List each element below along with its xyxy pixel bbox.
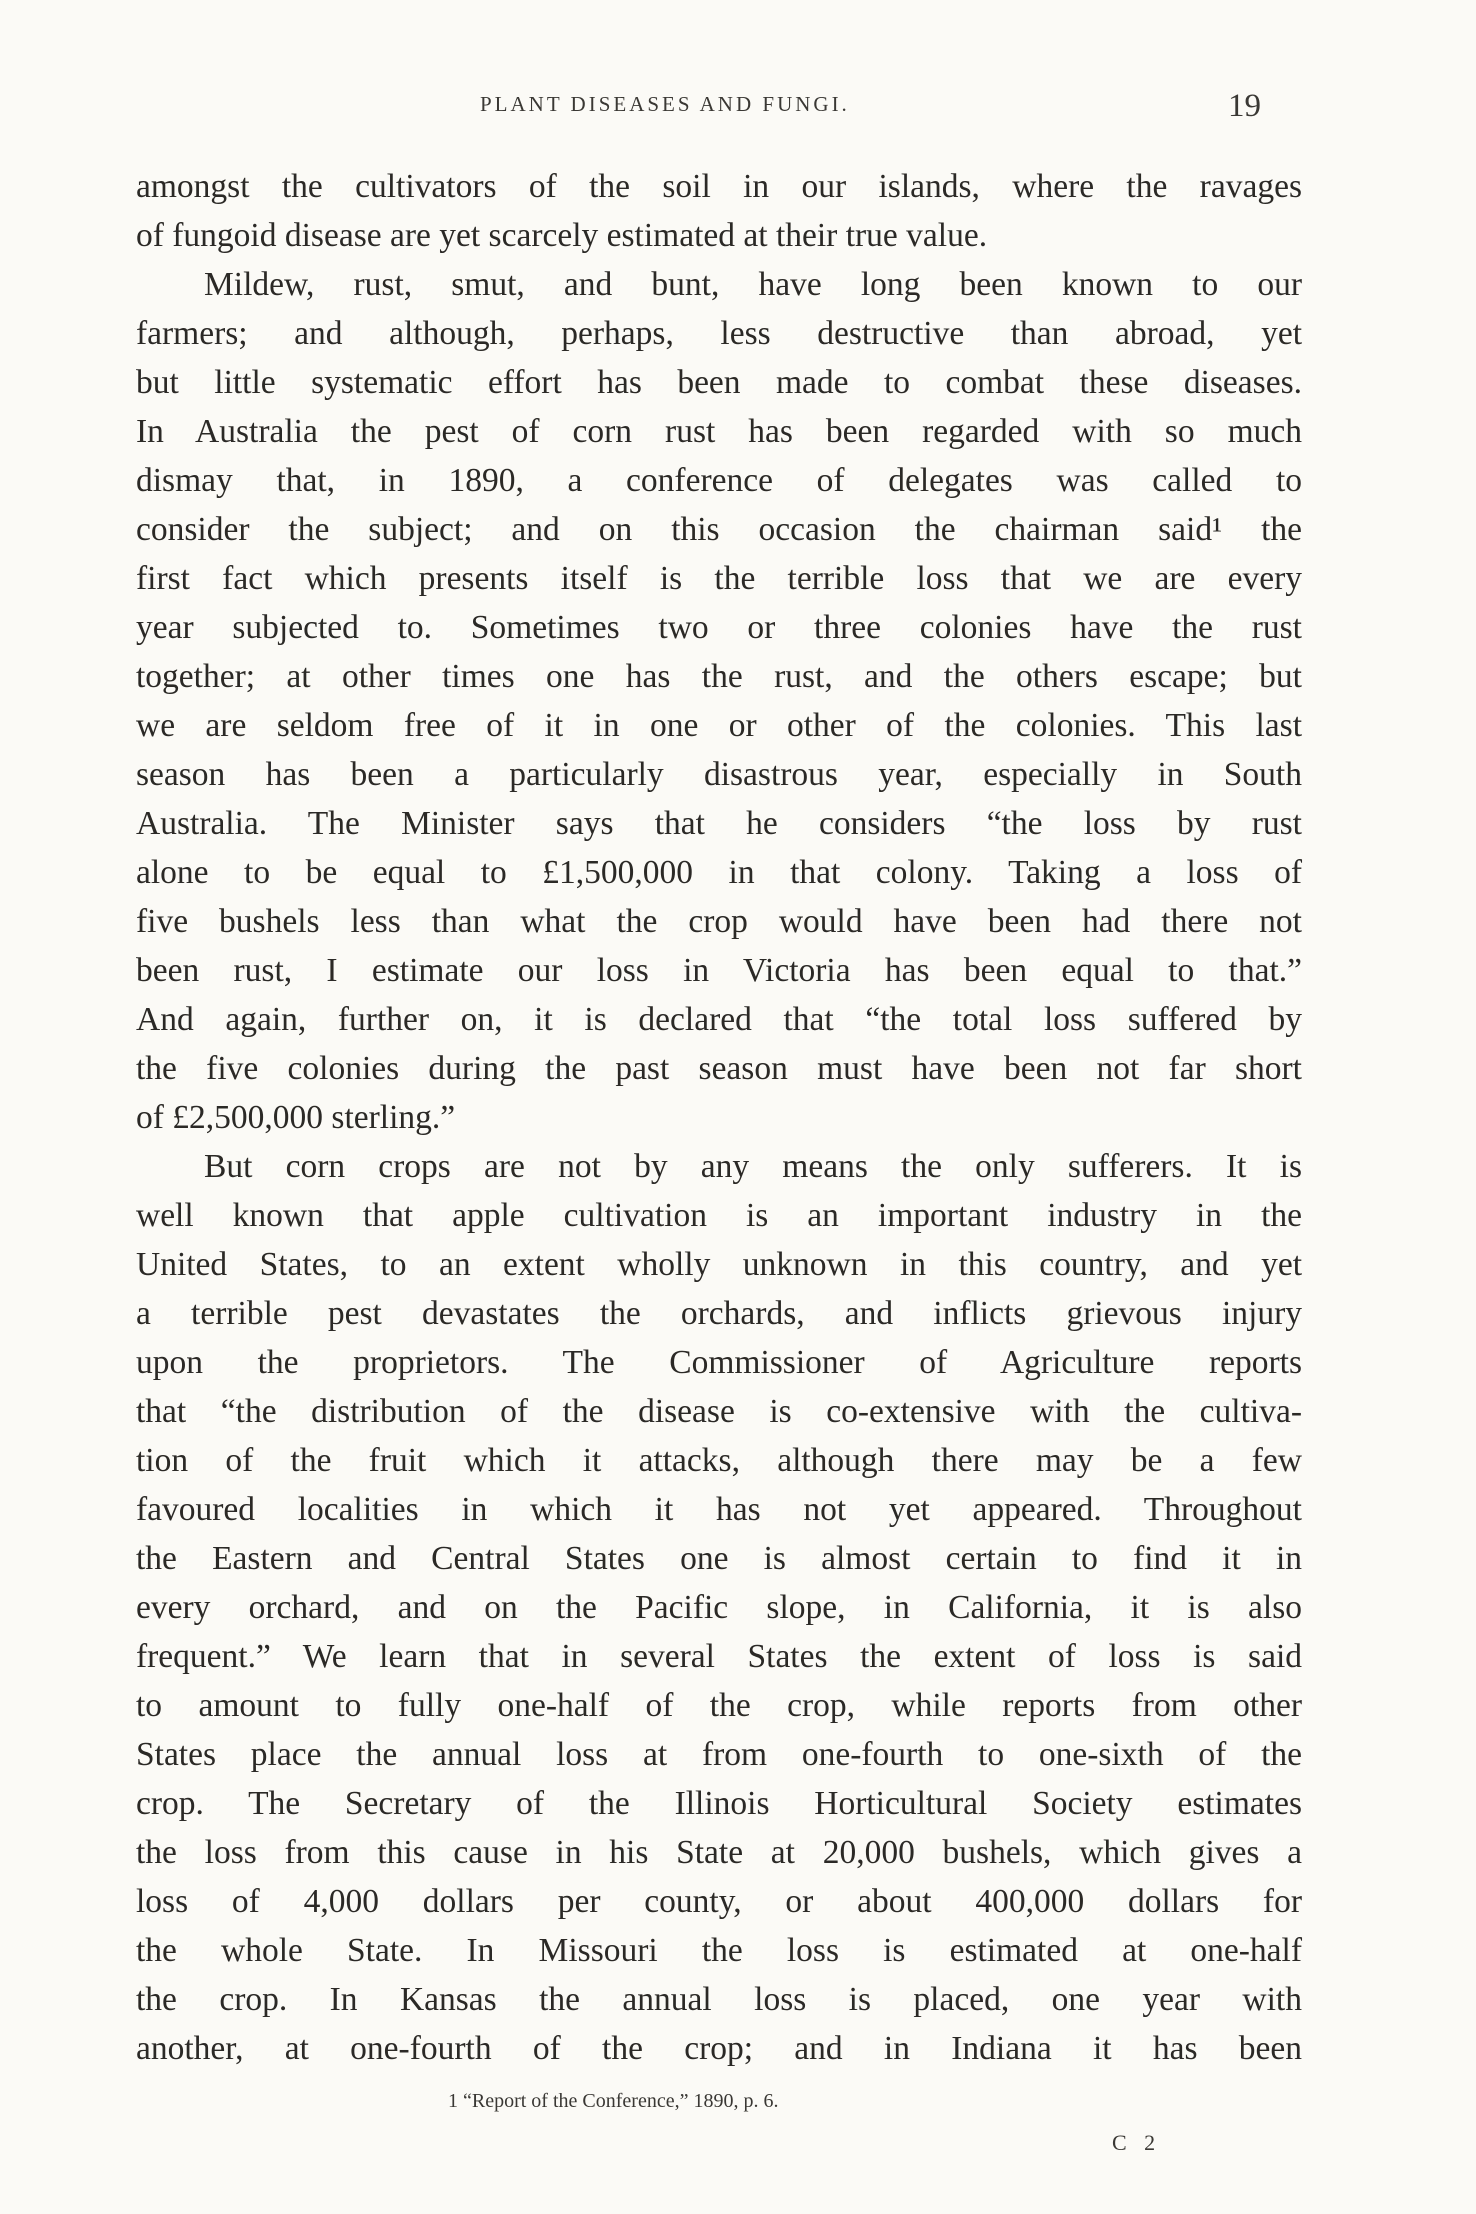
text-line: farmers; and although, perhaps, less destructive than abroad, yet [136, 315, 1302, 352]
text-line: amongst the cultivators of the soil in our islands, where the ravages [136, 168, 1302, 205]
text-line: of £2,500,000 sterling.” [136, 1099, 456, 1136]
text-line: the Eastern and Central States one is almost certain to find it in [136, 1540, 1302, 1577]
footnote: 1 “Report of the Conference,” 1890, p. 6. [448, 2090, 779, 2112]
text-line: of fungoid disease are yet scarcely estimated at their true value. [136, 217, 988, 254]
text-line: first fact which presents itself is the terrible loss that we are every [136, 560, 1302, 597]
signature-mark: C 2 [1112, 2130, 1162, 2155]
running-title: PLANT DISEASES AND FUNGI. [480, 92, 850, 116]
text-line: a terrible pest devastates the orchards, and inflicts grievous injury [136, 1295, 1302, 1332]
text-line: we are seldom free of it in one or other of the colonies. This last [136, 707, 1302, 744]
text-line: upon the proprietors. The Commissioner of Agriculture reports [136, 1344, 1302, 1381]
text-line: crop. The Secretary of the Illinois Horticultural Society estimates [136, 1785, 1302, 1822]
text-line: but little systematic effort has been made to combat these diseases. [136, 364, 1302, 401]
text-line: favoured localities in which it has not yet appeared. Throughout [136, 1491, 1302, 1528]
text-line: the crop. In Kansas the annual loss is placed, one year with [136, 1981, 1302, 2018]
text-line: Australia. The Minister says that he considers “the loss by rust [136, 805, 1302, 842]
text-line: consider the subject; and on this occasion the chairman said¹ the [136, 511, 1302, 548]
text-line: the five colonies during the past season must have been not far short [136, 1050, 1302, 1087]
text-line: loss of 4,000 dollars per county, or about 400,000 dollars for [136, 1883, 1302, 1920]
page-number: 19 [1228, 88, 1261, 124]
text-line: But corn crops are not by any means the only sufferers. It is [204, 1148, 1302, 1185]
text-line: In Australia the pest of corn rust has been regarded with so much [136, 413, 1302, 450]
text-line: to amount to fully one-half of the crop, while reports from other [136, 1687, 1302, 1724]
text-line: States place the annual loss at from one-fourth to one-sixth of the [136, 1736, 1302, 1773]
text-line: the whole State. In Missouri the loss is estimated at one-half [136, 1932, 1302, 1969]
text-line: frequent.” We learn that in several States the extent of loss is said [136, 1638, 1302, 1675]
text-line: alone to be equal to £1,500,000 in that colony. Taking a loss of [136, 854, 1302, 891]
text-line: tion of the fruit which it attacks, although there may be a few [136, 1442, 1302, 1479]
text-line: well known that apple cultivation is an important industry in the [136, 1197, 1302, 1234]
text-line: every orchard, and on the Pacific slope, in California, it is also [136, 1589, 1302, 1626]
text-line: And again, further on, it is declared that “the total loss suffered by [136, 1001, 1302, 1038]
text-line: season has been a particularly disastrous year, especially in South [136, 756, 1302, 793]
text-line: been rust, I estimate our loss in Victoria has been equal to that.” [136, 952, 1302, 989]
running-head [0, 88, 1476, 128]
text-line: that “the distribution of the disease is co-extensive with the cultiva- [136, 1393, 1302, 1430]
text-line: United States, to an extent wholly unknown in this country, and yet [136, 1246, 1302, 1283]
text-line: together; at other times one has the rust, and the others escape; but [136, 658, 1302, 695]
text-line: dismay that, in 1890, a conference of delegates was called to [136, 462, 1302, 499]
text-line: another, at one-fourth of the crop; and in Indiana it has been [136, 2030, 1302, 2067]
body-text [136, 162, 1302, 2073]
text-line: year subjected to. Sometimes two or three colonies have the rust [136, 609, 1302, 646]
text-line: Mildew, rust, smut, and bunt, have long been known to our [204, 266, 1302, 303]
text-line: the loss from this cause in his State at 20,000 bushels, which gives a [136, 1834, 1302, 1871]
text-line: five bushels less than what the crop would have been had there not [136, 903, 1302, 940]
